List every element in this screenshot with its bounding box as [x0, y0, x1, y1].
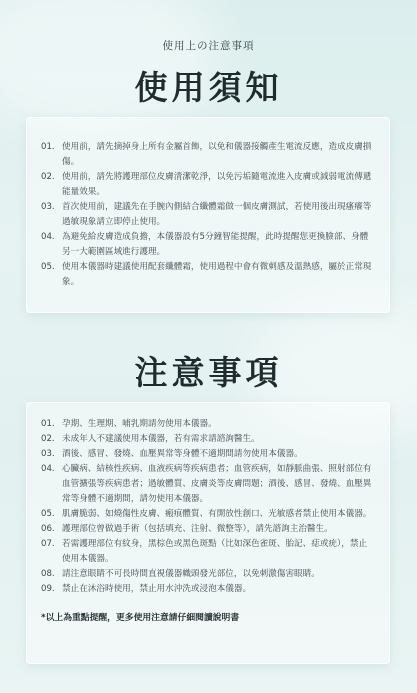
item-number: 02. [41, 172, 55, 182]
item-text: 酒後、感冒、發燒、血壓異常等身體不適期間請勿使用本儀器。 [62, 449, 303, 459]
usage-notes-card [26, 117, 390, 313]
list-item [41, 447, 375, 462]
item-number: 06. [41, 524, 55, 534]
section-title-usage-notes: 使用須知 [134, 68, 283, 107]
item-text: 使用前，請先摘掉身上所有金屬首飾，以免和儀器接觸產生電流反應，造成皮膚損傷。 [62, 142, 372, 167]
item-number: 07. [41, 539, 55, 549]
list-item [41, 582, 375, 597]
item-text: 孕期、生理期、哺乳期請勿使用本儀器。 [62, 419, 217, 429]
item-text: 首次使用前，建議先在手腕內側結合纖體霜做一個皮膚測試，若使用後出現瘙癢等過敏現象請立即停止使用。 [62, 202, 372, 227]
item-text: 護理部位曾做過手術（包括填充、注射、微整等），請先諮詢主治醫生。 [62, 524, 333, 534]
item-number: 09. [41, 584, 55, 594]
list-item [41, 462, 375, 507]
item-text: 心臟病、結核性疾病、血液疾病等疾病患者；血管疾病，如靜脈曲張、照射部位有血管擴張等疾病患者；過敏體質、皮膚炎等皮膚問題；酒後、感冒、發燒、血壓異常等身體不適期間，請勿使用本儀器。 [62, 464, 372, 504]
item-number: 01. [41, 142, 55, 152]
item-text: 使用本儀器時建議使用配套纖體霜，使用過程中會有微刺感及溫熱感，屬於正常現象。 [62, 262, 372, 287]
item-text: 為避免給皮膚造成負擔，本儀器設有5分鐘智能提醒，此時提醒您更換臉部、身體另一大範圍區域進行護理。 [62, 232, 369, 257]
usage-notes-list [41, 140, 375, 290]
list-item [41, 507, 375, 522]
list-item [41, 170, 375, 200]
item-number: 04. [41, 464, 55, 474]
list-item [41, 522, 375, 537]
list-item [41, 567, 375, 582]
list-item [41, 230, 375, 260]
section-title-precautions: 注意事項 [134, 353, 283, 392]
page-subtitle: 使用上の注意事項 [162, 40, 255, 52]
item-number: 02. [41, 434, 55, 444]
item-text: 若需護理部位有紋身，黑棕色或黑色斑點（比如深色雀斑、胎記、痣或疣），禁止使用本儀器。 [62, 539, 368, 564]
list-item [41, 417, 375, 432]
footnote-reminder: *以上為重點提醒，更多使用注意請仔細閱讀說明書 [41, 613, 240, 623]
list-item [41, 260, 375, 290]
list-item [41, 140, 375, 170]
item-number: 04. [41, 232, 55, 242]
item-number: 05. [41, 262, 55, 272]
item-text: 請注意眼睛不可長時間直視儀器幟頭發光部位，以免刺激傷害眼睛。 [62, 569, 320, 579]
item-number: 01. [41, 419, 55, 429]
item-number: 03. [41, 202, 55, 212]
item-text: 禁止在沐浴時使用，禁止用水沖洗或浸泡本儀器。 [62, 584, 252, 594]
list-item [41, 537, 375, 567]
item-text: 使用前，請先將護理部位皮膚清潔乾淨，以免污垢隨電流進入皮膚或減弱電流傳遞能量效果。 [62, 172, 372, 197]
item-text: 肌膚脆弱、如燒傷性皮膚、瘢痕體質、有開放性創口、光敏感者禁止使用本儀器。 [62, 509, 372, 519]
precautions-card [26, 402, 390, 664]
list-item [41, 432, 375, 447]
list-item [41, 200, 375, 230]
item-number: 08. [41, 569, 55, 579]
item-text: 未成年人不建議使用本儀器，若有需求請諮詢醫生。 [62, 434, 260, 444]
item-number: 05. [41, 509, 55, 519]
item-number: 03. [41, 449, 55, 459]
precautions-list [41, 417, 375, 597]
